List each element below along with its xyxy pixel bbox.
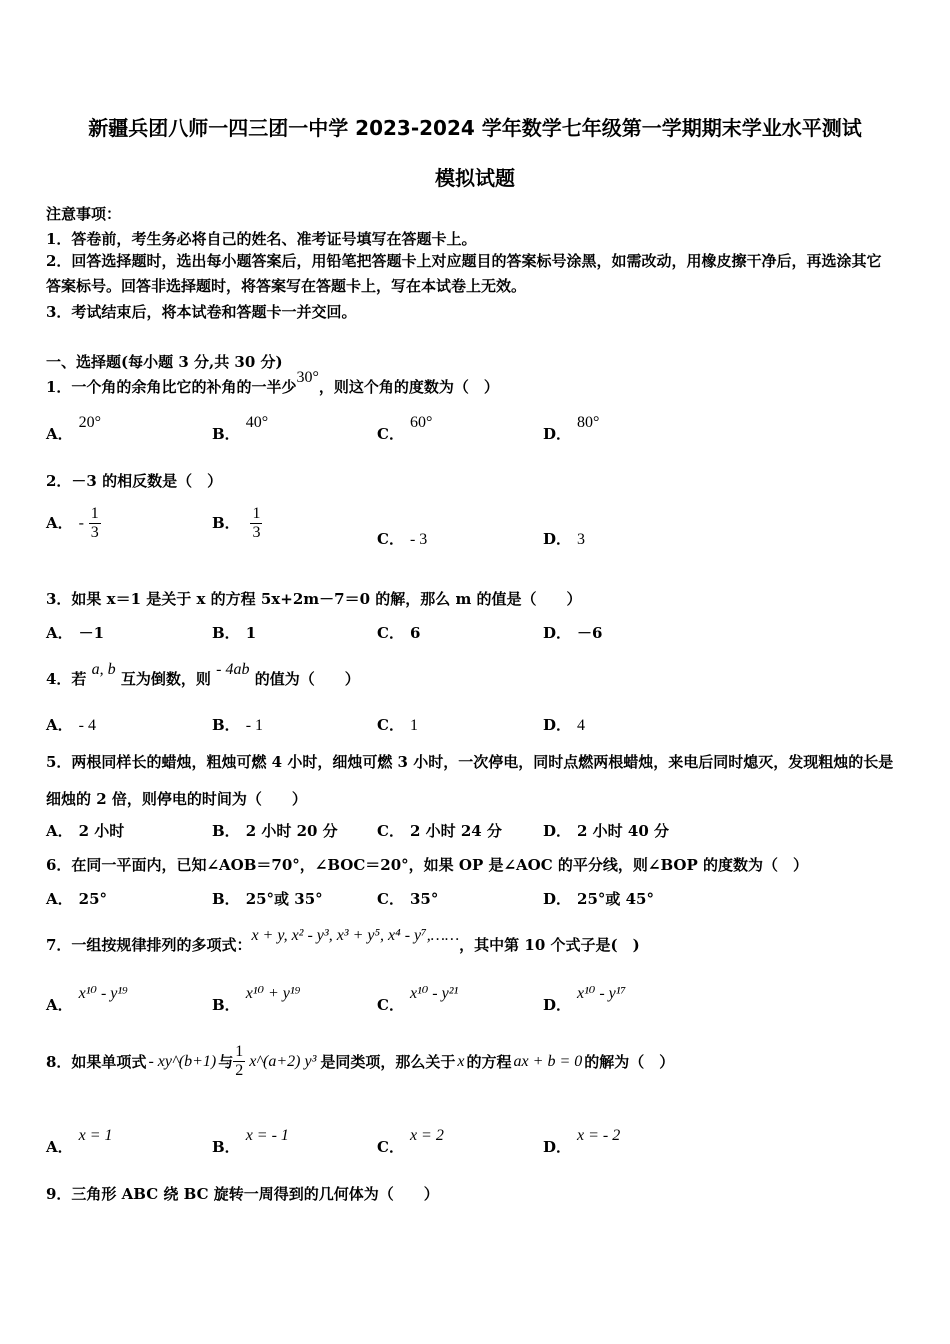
q1-option-d[interactable]: D．80°	[543, 414, 600, 443]
q5-option-a[interactable]: A． 2 小时	[46, 822, 125, 840]
q2-option-a[interactable]: A． - $\frac{1}{3}$	[46, 505, 99, 541]
question-1: 1．一个角的余角比它的补角的一半少30°，则这个角的度数为（ ）	[46, 369, 499, 396]
q6-option-d[interactable]: D． 25°或 45°	[543, 890, 654, 908]
q4-option-d[interactable]: D． 4	[543, 716, 586, 734]
section-heading: 一、选择题(每小题 3 分,共 30 分)	[46, 353, 283, 371]
q3-option-d[interactable]: D． －6	[543, 624, 603, 642]
page-subtitle: 模拟试题	[435, 166, 515, 190]
q6-option-c[interactable]: C． 35°	[377, 890, 439, 908]
q7-option-b[interactable]: B．x¹⁰ + y¹⁹	[212, 985, 301, 1014]
q1-option-c[interactable]: C．60°	[377, 414, 433, 443]
q7-option-a[interactable]: A．x¹⁰ - y¹⁹	[46, 985, 128, 1014]
note-1: 1．答卷前，考生务必将自己的姓名、准考证号填写在答题卡上。	[46, 230, 477, 248]
q7-option-d[interactable]: D．x¹⁰ - y¹⁷	[543, 985, 627, 1014]
q1-math: 30°	[296, 369, 319, 386]
q3-option-a[interactable]: A． －1	[46, 624, 105, 642]
page-title: 新疆兵团八师一四三团一中学 2023-2024 学年数学七年级第一学期期末学业水平测试	[88, 116, 862, 140]
question-3: 3．如果 x＝1 是关于 x 的方程 5x+2m－7＝0 的解，那么 m 的值是（ ）	[46, 590, 582, 608]
q8-fraction: $\frac{1}{2}$	[235, 1043, 244, 1079]
q7-option-c[interactable]: C．x¹⁰ - y²¹	[377, 985, 459, 1014]
q1-option-a[interactable]: A．20°	[46, 414, 102, 443]
note-3: 3．考试结束后，将本试卷和答题卡一并交回。	[46, 303, 357, 321]
q8-option-d[interactable]: D．x = - 2	[543, 1127, 621, 1156]
q8-option-a[interactable]: A．x = 1	[46, 1127, 113, 1156]
question-6: 6．在同一平面内，已知∠AOB＝70°，∠BOC＝20°，如果 OP 是∠AOC 的平分线，则∠BOP 的度数为（ ）	[46, 856, 808, 874]
q4-option-b[interactable]: B． - 1	[212, 716, 264, 734]
notes-heading: 注意事项：	[46, 205, 122, 223]
question-4: 4．若 a, b 互为倒数，则 - 4ab 的值为（ ）	[46, 661, 360, 688]
q4-option-a[interactable]: A． - 4	[46, 716, 96, 734]
question-8: 8．如果单项式 - xy^(b+1) 与 $\frac{1}{2}$ x^(a+2) y³ 是同类项，那么关于 x 的方程 ax + b = 0 的解为（ ）	[46, 1043, 675, 1079]
q5-option-d[interactable]: D． 2 小时 40 分	[543, 822, 669, 840]
q3-option-b[interactable]: B． 1	[212, 624, 257, 642]
q2-option-b[interactable]: B． $\frac{1}{3}$	[212, 505, 261, 541]
q2-a-fraction: $\frac{1}{3}$	[90, 505, 99, 541]
q7-sequence: x + y, x² - y³, x³ + y⁵, x⁴ - y⁷,……	[251, 927, 460, 944]
q2-option-d[interactable]: D． 3	[543, 530, 586, 548]
q8-option-c[interactable]: C．x = 2	[377, 1127, 444, 1156]
question-7: 7．一组按规律排列的多项式：x + y, x² - y³, x³ + y⁵, x⁴ - y⁷,……，其中第 10 个式子是( )	[46, 927, 640, 954]
q6-option-b[interactable]: B． 25°或 35°	[212, 890, 323, 908]
q4-option-c[interactable]: C． 1	[377, 716, 418, 734]
question-2: 2．－3 的相反数是（ ）	[46, 472, 223, 490]
note-2: 2．回答选择题时，选出每小题答案后，用铅笔把答题卡上对应题目的答案标号涂黑，如需改动，用橡皮擦干净后，再选涂其它答案标号。回答非选择题时，将答案写在答题卡上，写在本试卷上无效。	[46, 252, 882, 295]
question-9: 9．三角形 ABC 绕 BC 旋转一周得到的几何体为（ ）	[46, 1185, 439, 1203]
q2-b-fraction: $\frac{1}{3}$	[252, 505, 261, 541]
q5-option-b[interactable]: B． 2 小时 20 分	[212, 822, 338, 840]
q8-option-b[interactable]: B．x = - 1	[212, 1127, 289, 1156]
question-5: 5．两根同样长的蜡烛，粗烛可燃 4 小时，细烛可燃 3 小时，一次停电，同时点燃两根蜡烛，来电后同时熄灭，发现粗烛的长是细烛的 2 倍，则停电的时间为（ ）	[46, 753, 894, 808]
q2-option-c[interactable]: C． - 3	[377, 530, 428, 548]
q1-option-b[interactable]: B．40°	[212, 414, 269, 443]
q3-option-c[interactable]: C． 6	[377, 624, 421, 642]
q6-option-a[interactable]: A． 25°	[46, 890, 108, 908]
q5-option-c[interactable]: C． 2 小时 24 分	[377, 822, 502, 840]
